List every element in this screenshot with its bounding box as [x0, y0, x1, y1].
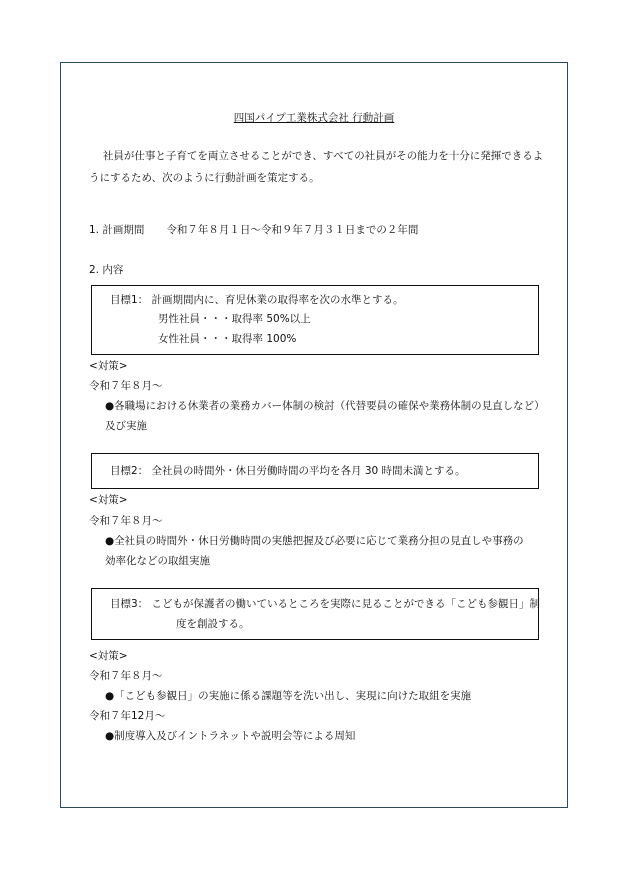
- document-title: 四国パイプ工業株式会社 行動計画: [233, 112, 395, 124]
- goal-1-measure-item: ●各職場における休業者の業務カバー体制の検討（代替要員の確保や業務体制の見直しなど）: [105, 400, 545, 412]
- goal-3-box: [91, 588, 539, 640]
- goal-3-text-cont: 度を創設する。: [176, 618, 250, 630]
- goal-1-box: [91, 285, 539, 355]
- goal-3-text: 目標3： こどもが保護者の働いているところを実際に見ることができる「こども参観日」制: [110, 598, 541, 610]
- section-content-label: 2. 内容: [89, 264, 124, 276]
- goal-2-measure-date: 令和７年８月～: [89, 515, 163, 527]
- goal-2-text: 目標2： 全社員の時間外・休日労働時間の平均を各月 30 時間未満とする。: [110, 465, 466, 477]
- section-plan-period-value: 令和７年８月１日～令和９年７月３１日までの２年間: [166, 224, 419, 236]
- goal-3-measure-2-date: 令和７年12月～: [89, 710, 166, 722]
- goal-3-measure-2-item: ●制度導入及びイントラネットや説明会等による周知: [105, 730, 356, 742]
- goal-1-measures-label: <対策>: [89, 360, 128, 372]
- goal-3-measure-1-date: 令和７年８月～: [89, 670, 163, 682]
- section-plan-period: [89, 223, 418, 237]
- goal-1-measure-item-cont: 及び実施: [105, 420, 147, 432]
- goal-2-box: [91, 453, 539, 489]
- intro-text: 社員が仕事と子育てを両立させることができ、すべての社員がその能力を十分に発揮できるようにするため、次のように行動計画を策定する。: [89, 150, 544, 184]
- goal-1-detail-female: 女性社員・・・取得率 100%: [158, 333, 297, 345]
- document-page: [60, 62, 568, 808]
- goal-1-text: 目標1： 計画期間内に、育児休業の取得率を次の水準とする。: [110, 294, 404, 306]
- goal-1-detail-male: 男性社員・・・取得率 50%以上: [158, 313, 311, 325]
- goal-2-measure-item-cont: 効率化などの取組実施: [105, 555, 210, 567]
- section-plan-period-label: 1. 計画期間: [89, 224, 145, 236]
- intro-paragraph: [89, 145, 551, 189]
- goal-2-measure-item: ●全社員の時間外・休日労働時間の実態把握及び必要に応じて業務分担の見直しや事務の: [105, 535, 524, 547]
- goal-2-measures-label: <対策>: [89, 494, 128, 506]
- goal-3-measure-1-item: ●「こども参観日」の実施に係る課題等を洗い出し、実現に向けた取組を実施: [105, 690, 472, 702]
- goal-3-measures-label: <対策>: [89, 650, 128, 662]
- goal-1-measure-date: 令和７年８月～: [89, 380, 163, 392]
